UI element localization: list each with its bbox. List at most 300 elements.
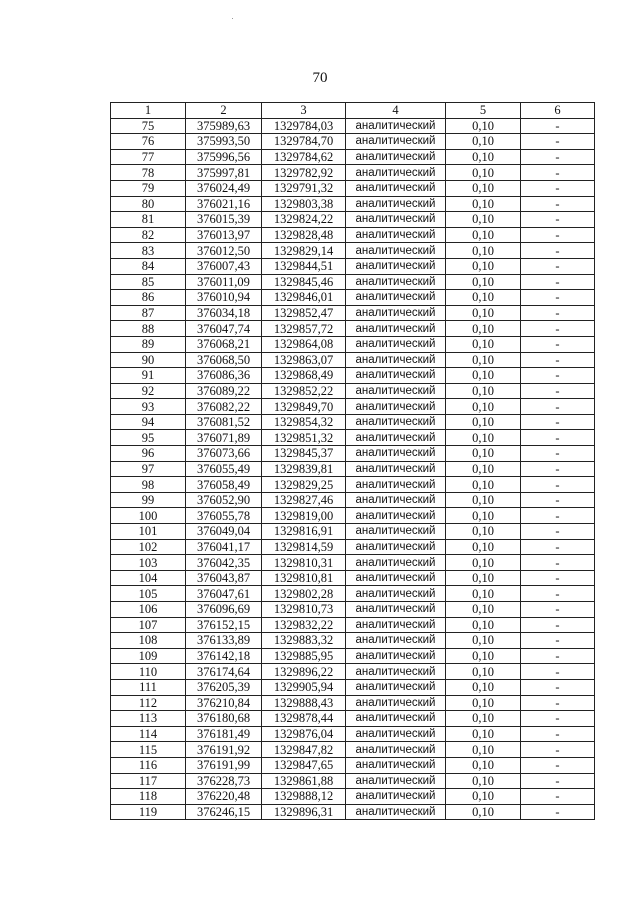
y-coordinate-cell: 1329784,62: [262, 149, 346, 165]
table-row: [111, 227, 595, 243]
x-coordinate-cell: 376013,97: [186, 227, 262, 243]
y-coordinate-cell: 1329861,88: [262, 773, 346, 789]
point-number-cell: 85: [111, 274, 186, 290]
accuracy-cell: 0,10: [446, 508, 521, 524]
table-row: [111, 602, 595, 618]
note-cell: -: [521, 757, 595, 773]
note-cell: -: [521, 539, 595, 555]
table-row: [111, 664, 595, 680]
x-coordinate-cell: 376089,22: [186, 383, 262, 399]
method-cell: аналитический: [346, 664, 446, 680]
method-cell: аналитический: [346, 165, 446, 181]
table-row: [111, 555, 595, 571]
accuracy-cell: 0,10: [446, 477, 521, 493]
note-cell: -: [521, 711, 595, 727]
method-cell: аналитический: [346, 508, 446, 524]
accuracy-cell: 0,10: [446, 648, 521, 664]
method-cell: аналитический: [346, 243, 446, 259]
method-cell: аналитический: [346, 492, 446, 508]
x-coordinate-cell: 376228,73: [186, 773, 262, 789]
point-number-cell: 99: [111, 492, 186, 508]
x-coordinate-cell: 376068,21: [186, 336, 262, 352]
accuracy-cell: 0,10: [446, 368, 521, 384]
table-row: [111, 570, 595, 586]
y-coordinate-cell: 1329839,81: [262, 461, 346, 477]
accuracy-cell: 0,10: [446, 305, 521, 321]
x-coordinate-cell: 376181,49: [186, 726, 262, 742]
accuracy-cell: 0,10: [446, 757, 521, 773]
x-coordinate-cell: 376042,35: [186, 555, 262, 571]
point-number-cell: 117: [111, 773, 186, 789]
table-row: [111, 352, 595, 368]
accuracy-cell: 0,10: [446, 446, 521, 462]
method-cell: аналитический: [346, 321, 446, 337]
accuracy-cell: 0,10: [446, 602, 521, 618]
table-row: [111, 430, 595, 446]
y-coordinate-cell: 1329824,22: [262, 212, 346, 228]
point-number-cell: 88: [111, 321, 186, 337]
note-cell: -: [521, 352, 595, 368]
accuracy-cell: 0,10: [446, 726, 521, 742]
point-number-cell: 86: [111, 290, 186, 306]
x-coordinate-cell: 376142,18: [186, 648, 262, 664]
y-coordinate-cell: 1329896,31: [262, 804, 346, 820]
table-row: [111, 757, 595, 773]
note-cell: -: [521, 555, 595, 571]
y-coordinate-cell: 1329810,31: [262, 555, 346, 571]
y-coordinate-cell: 1329791,32: [262, 180, 346, 196]
x-coordinate-cell: 376021,16: [186, 196, 262, 212]
method-cell: аналитический: [346, 679, 446, 695]
table-row: [111, 274, 595, 290]
accuracy-cell: 0,10: [446, 539, 521, 555]
y-coordinate-cell: 1329803,38: [262, 196, 346, 212]
method-cell: аналитический: [346, 555, 446, 571]
x-coordinate-cell: 376007,43: [186, 258, 262, 274]
method-cell: аналитический: [346, 524, 446, 540]
note-cell: -: [521, 602, 595, 618]
method-cell: аналитический: [346, 461, 446, 477]
accuracy-cell: 0,10: [446, 243, 521, 259]
y-coordinate-cell: 1329876,04: [262, 726, 346, 742]
y-coordinate-cell: 1329847,82: [262, 742, 346, 758]
x-coordinate-cell: 376210,84: [186, 695, 262, 711]
column-header: 5: [446, 103, 521, 119]
method-cell: аналитический: [346, 212, 446, 228]
method-cell: аналитический: [346, 290, 446, 306]
point-number-cell: 98: [111, 477, 186, 493]
point-number-cell: 94: [111, 414, 186, 430]
table-row: [111, 773, 595, 789]
y-coordinate-cell: 1329829,25: [262, 477, 346, 493]
point-number-cell: 89: [111, 336, 186, 352]
page-number: 70: [312, 70, 328, 86]
x-coordinate-cell: 376015,39: [186, 212, 262, 228]
x-coordinate-cell: 376012,50: [186, 243, 262, 259]
method-cell: аналитический: [346, 602, 446, 618]
note-cell: -: [521, 414, 595, 430]
method-cell: аналитический: [346, 399, 446, 415]
table-row: [111, 477, 595, 493]
note-cell: -: [521, 368, 595, 384]
accuracy-cell: 0,10: [446, 258, 521, 274]
note-cell: -: [521, 430, 595, 446]
y-coordinate-cell: 1329888,43: [262, 695, 346, 711]
x-coordinate-cell: 376047,61: [186, 586, 262, 602]
accuracy-cell: 0,10: [446, 227, 521, 243]
y-coordinate-cell: 1329888,12: [262, 789, 346, 805]
method-cell: аналитический: [346, 227, 446, 243]
point-number-cell: 100: [111, 508, 186, 524]
note-cell: -: [521, 742, 595, 758]
table-row: [111, 789, 595, 805]
y-coordinate-cell: 1329852,22: [262, 383, 346, 399]
x-coordinate-cell: 376082,22: [186, 399, 262, 415]
accuracy-cell: 0,10: [446, 524, 521, 540]
x-coordinate-cell: 376133,89: [186, 633, 262, 649]
note-cell: -: [521, 243, 595, 259]
note-cell: -: [521, 773, 595, 789]
x-coordinate-cell: 376047,74: [186, 321, 262, 337]
note-cell: -: [521, 336, 595, 352]
point-number-cell: 77: [111, 149, 186, 165]
x-coordinate-cell: 376073,66: [186, 446, 262, 462]
y-coordinate-cell: 1329896,22: [262, 664, 346, 680]
accuracy-cell: 0,10: [446, 679, 521, 695]
table-row: [111, 539, 595, 555]
y-coordinate-cell: 1329851,32: [262, 430, 346, 446]
note-cell: -: [521, 586, 595, 602]
y-coordinate-cell: 1329827,46: [262, 492, 346, 508]
method-cell: аналитический: [346, 648, 446, 664]
table-row: [111, 368, 595, 384]
table-row: [111, 165, 595, 181]
table-row: [111, 336, 595, 352]
method-cell: аналитический: [346, 305, 446, 321]
note-cell: -: [521, 508, 595, 524]
y-coordinate-cell: 1329847,65: [262, 757, 346, 773]
accuracy-cell: 0,10: [446, 180, 521, 196]
point-number-cell: 75: [111, 118, 186, 134]
point-number-cell: 113: [111, 711, 186, 727]
method-cell: аналитический: [346, 711, 446, 727]
x-coordinate-cell: 376058,49: [186, 477, 262, 493]
table-row: [111, 134, 595, 150]
method-cell: аналитический: [346, 180, 446, 196]
accuracy-cell: 0,10: [446, 555, 521, 571]
method-cell: аналитический: [346, 430, 446, 446]
point-number-cell: 112: [111, 695, 186, 711]
x-coordinate-cell: 376246,15: [186, 804, 262, 820]
y-coordinate-cell: 1329878,44: [262, 711, 346, 727]
table-row: [111, 804, 595, 820]
y-coordinate-cell: 1329905,94: [262, 679, 346, 695]
point-number-cell: 90: [111, 352, 186, 368]
method-cell: аналитический: [346, 149, 446, 165]
accuracy-cell: 0,10: [446, 742, 521, 758]
y-coordinate-cell: 1329868,49: [262, 368, 346, 384]
x-coordinate-cell: 376086,36: [186, 368, 262, 384]
x-coordinate-cell: 376191,99: [186, 757, 262, 773]
method-cell: аналитический: [346, 617, 446, 633]
y-coordinate-cell: 1329784,70: [262, 134, 346, 150]
x-coordinate-cell: 375997,81: [186, 165, 262, 181]
x-coordinate-cell: 376096,69: [186, 602, 262, 618]
table-row: [111, 617, 595, 633]
scan-speck: [232, 18, 233, 19]
y-coordinate-cell: 1329857,72: [262, 321, 346, 337]
point-number-cell: 87: [111, 305, 186, 321]
x-coordinate-cell: 375996,56: [186, 149, 262, 165]
coordinates-table: [110, 102, 595, 820]
accuracy-cell: 0,10: [446, 352, 521, 368]
accuracy-cell: 0,10: [446, 492, 521, 508]
accuracy-cell: 0,10: [446, 430, 521, 446]
note-cell: -: [521, 789, 595, 805]
table-row: [111, 524, 595, 540]
method-cell: аналитический: [346, 586, 446, 602]
accuracy-cell: 0,10: [446, 695, 521, 711]
method-cell: аналитический: [346, 258, 446, 274]
y-coordinate-cell: 1329784,03: [262, 118, 346, 134]
point-number-cell: 80: [111, 196, 186, 212]
point-number-cell: 109: [111, 648, 186, 664]
accuracy-cell: 0,10: [446, 399, 521, 415]
column-header: 2: [186, 103, 262, 119]
column-header: 3: [262, 103, 346, 119]
point-number-cell: 93: [111, 399, 186, 415]
point-number-cell: 106: [111, 602, 186, 618]
accuracy-cell: 0,10: [446, 383, 521, 399]
method-cell: аналитический: [346, 695, 446, 711]
x-coordinate-cell: 376152,15: [186, 617, 262, 633]
y-coordinate-cell: 1329864,08: [262, 336, 346, 352]
y-coordinate-cell: 1329852,47: [262, 305, 346, 321]
x-coordinate-cell: 376220,48: [186, 789, 262, 805]
note-cell: -: [521, 492, 595, 508]
x-coordinate-cell: 375993,50: [186, 134, 262, 150]
point-number-cell: 78: [111, 165, 186, 181]
accuracy-cell: 0,10: [446, 711, 521, 727]
y-coordinate-cell: 1329885,95: [262, 648, 346, 664]
note-cell: -: [521, 399, 595, 415]
accuracy-cell: 0,10: [446, 274, 521, 290]
table-row: [111, 446, 595, 462]
accuracy-cell: 0,10: [446, 290, 521, 306]
table-row: [111, 648, 595, 664]
method-cell: аналитический: [346, 134, 446, 150]
method-cell: аналитический: [346, 757, 446, 773]
note-cell: -: [521, 726, 595, 742]
accuracy-cell: 0,10: [446, 321, 521, 337]
x-coordinate-cell: 376024,49: [186, 180, 262, 196]
point-number-cell: 104: [111, 570, 186, 586]
accuracy-cell: 0,10: [446, 804, 521, 820]
note-cell: -: [521, 477, 595, 493]
x-coordinate-cell: 376205,39: [186, 679, 262, 695]
method-cell: аналитический: [346, 383, 446, 399]
point-number-cell: 83: [111, 243, 186, 259]
column-header: 6: [521, 103, 595, 119]
accuracy-cell: 0,10: [446, 165, 521, 181]
y-coordinate-cell: 1329828,48: [262, 227, 346, 243]
point-number-cell: 81: [111, 212, 186, 228]
x-coordinate-cell: 376034,18: [186, 305, 262, 321]
method-cell: аналитический: [346, 539, 446, 555]
table-row: [111, 212, 595, 228]
accuracy-cell: 0,10: [446, 633, 521, 649]
table-row: [111, 711, 595, 727]
table-row: [111, 258, 595, 274]
method-cell: аналитический: [346, 570, 446, 586]
point-number-cell: 79: [111, 180, 186, 196]
table-row: [111, 461, 595, 477]
note-cell: -: [521, 258, 595, 274]
point-number-cell: 115: [111, 742, 186, 758]
note-cell: -: [521, 461, 595, 477]
point-number-cell: 119: [111, 804, 186, 820]
point-number-cell: 91: [111, 368, 186, 384]
note-cell: -: [521, 180, 595, 196]
table-row: [111, 414, 595, 430]
accuracy-cell: 0,10: [446, 617, 521, 633]
point-number-cell: 76: [111, 134, 186, 150]
table-row: [111, 243, 595, 259]
table-row: [111, 586, 595, 602]
y-coordinate-cell: 1329819,00: [262, 508, 346, 524]
point-number-cell: 107: [111, 617, 186, 633]
note-cell: -: [521, 134, 595, 150]
y-coordinate-cell: 1329863,07: [262, 352, 346, 368]
column-header: 4: [346, 103, 446, 119]
y-coordinate-cell: 1329810,73: [262, 602, 346, 618]
method-cell: аналитический: [346, 274, 446, 290]
note-cell: -: [521, 383, 595, 399]
point-number-cell: 114: [111, 726, 186, 742]
x-coordinate-cell: 376049,04: [186, 524, 262, 540]
note-cell: -: [521, 633, 595, 649]
note-cell: -: [521, 664, 595, 680]
table-row: [111, 742, 595, 758]
note-cell: -: [521, 212, 595, 228]
table-row: [111, 180, 595, 196]
x-coordinate-cell: 376071,89: [186, 430, 262, 446]
note-cell: -: [521, 227, 595, 243]
y-coordinate-cell: 1329832,22: [262, 617, 346, 633]
table-row: [111, 399, 595, 415]
note-cell: -: [521, 695, 595, 711]
point-number-cell: 101: [111, 524, 186, 540]
note-cell: -: [521, 118, 595, 134]
point-number-cell: 96: [111, 446, 186, 462]
method-cell: аналитический: [346, 414, 446, 430]
accuracy-cell: 0,10: [446, 118, 521, 134]
note-cell: -: [521, 321, 595, 337]
y-coordinate-cell: 1329845,46: [262, 274, 346, 290]
accuracy-cell: 0,10: [446, 664, 521, 680]
header-row: [111, 103, 595, 119]
table-row: [111, 118, 595, 134]
x-coordinate-cell: 376043,87: [186, 570, 262, 586]
note-cell: -: [521, 149, 595, 165]
table-row: [111, 196, 595, 212]
note-cell: -: [521, 648, 595, 664]
accuracy-cell: 0,10: [446, 196, 521, 212]
point-number-cell: 103: [111, 555, 186, 571]
x-coordinate-cell: 376055,49: [186, 461, 262, 477]
y-coordinate-cell: 1329782,92: [262, 165, 346, 181]
method-cell: аналитический: [346, 368, 446, 384]
note-cell: -: [521, 290, 595, 306]
accuracy-cell: 0,10: [446, 149, 521, 165]
method-cell: аналитический: [346, 726, 446, 742]
y-coordinate-cell: 1329844,51: [262, 258, 346, 274]
method-cell: аналитический: [346, 352, 446, 368]
method-cell: аналитический: [346, 742, 446, 758]
accuracy-cell: 0,10: [446, 461, 521, 477]
x-coordinate-cell: 376174,64: [186, 664, 262, 680]
note-cell: -: [521, 679, 595, 695]
y-coordinate-cell: 1329802,28: [262, 586, 346, 602]
x-coordinate-cell: 376011,09: [186, 274, 262, 290]
point-number-cell: 108: [111, 633, 186, 649]
table-row: [111, 695, 595, 711]
method-cell: аналитический: [346, 773, 446, 789]
point-number-cell: 97: [111, 461, 186, 477]
table-row: [111, 633, 595, 649]
note-cell: -: [521, 524, 595, 540]
y-coordinate-cell: 1329854,32: [262, 414, 346, 430]
y-coordinate-cell: 1329829,14: [262, 243, 346, 259]
y-coordinate-cell: 1329816,91: [262, 524, 346, 540]
table-row: [111, 305, 595, 321]
y-coordinate-cell: 1329849,70: [262, 399, 346, 415]
method-cell: аналитический: [346, 446, 446, 462]
point-number-cell: 111: [111, 679, 186, 695]
note-cell: -: [521, 617, 595, 633]
point-number-cell: 105: [111, 586, 186, 602]
x-coordinate-cell: 376180,68: [186, 711, 262, 727]
accuracy-cell: 0,10: [446, 773, 521, 789]
point-number-cell: 102: [111, 539, 186, 555]
method-cell: аналитический: [346, 789, 446, 805]
method-cell: аналитический: [346, 196, 446, 212]
table-row: [111, 679, 595, 695]
method-cell: аналитический: [346, 804, 446, 820]
point-number-cell: 84: [111, 258, 186, 274]
accuracy-cell: 0,10: [446, 586, 521, 602]
table-body: [111, 118, 595, 820]
point-number-cell: 118: [111, 789, 186, 805]
x-coordinate-cell: 376081,52: [186, 414, 262, 430]
x-coordinate-cell: 376055,78: [186, 508, 262, 524]
point-number-cell: 95: [111, 430, 186, 446]
method-cell: аналитический: [346, 633, 446, 649]
table-row: [111, 508, 595, 524]
note-cell: -: [521, 446, 595, 462]
note-cell: -: [521, 570, 595, 586]
method-cell: аналитический: [346, 477, 446, 493]
point-number-cell: 116: [111, 757, 186, 773]
x-coordinate-cell: 376010,94: [186, 290, 262, 306]
point-number-cell: 82: [111, 227, 186, 243]
note-cell: -: [521, 196, 595, 212]
note-cell: -: [521, 305, 595, 321]
note-cell: -: [521, 165, 595, 181]
point-number-cell: 110: [111, 664, 186, 680]
method-cell: аналитический: [346, 118, 446, 134]
accuracy-cell: 0,10: [446, 134, 521, 150]
